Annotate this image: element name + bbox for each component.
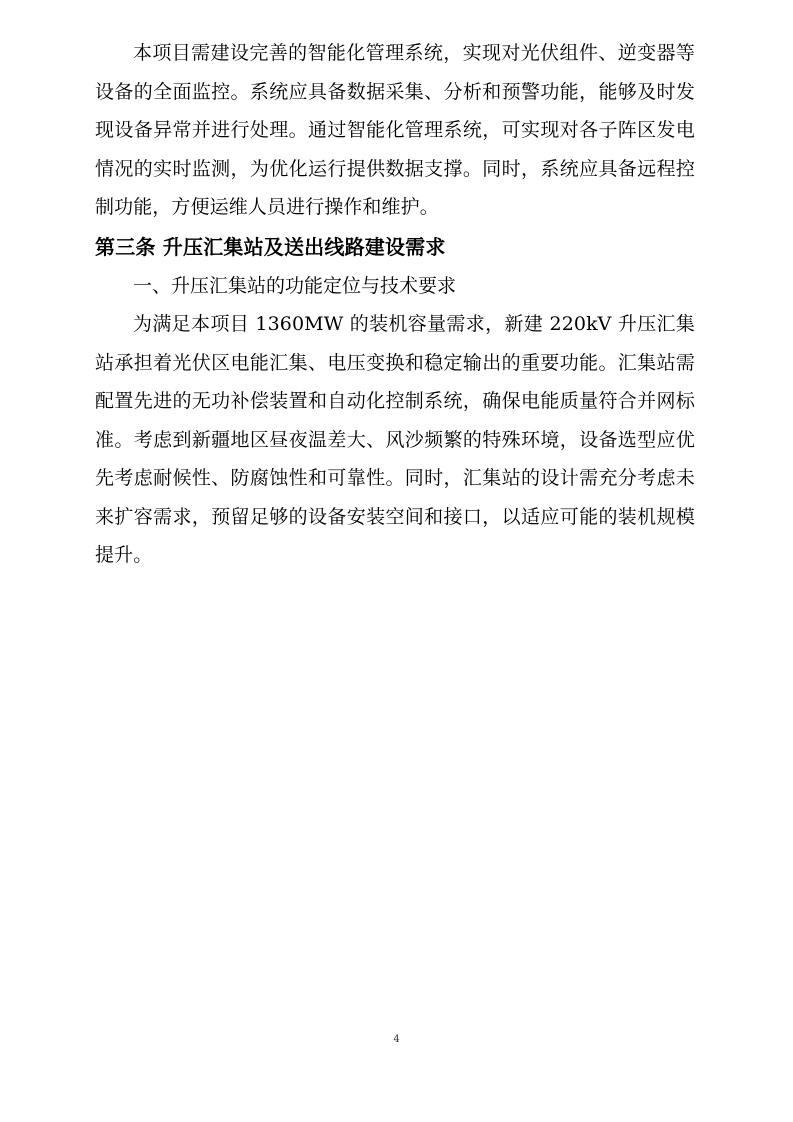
paragraph-booster-station: 为满足本项目 1360MW 的装机容量需求，新建 220kV 升压汇集站承担着光伏区电能汇集、电压变换和稳定输出的重要功能。汇集站需配置先进的无功补偿装置和自动化控制系统，确保电能质量符合并网标准。考虑到新疆地区昼夜温差大、风沙频繁的特殊环境，设备选型应优先考虑耐候性、防腐蚀性和可靠性。同时，汇集站的设计需充分考虑未来扩容需求，预留足够的设备安装空间和接口，以适应可能的装机规模提升。	[95, 313, 695, 566]
subsection-heading: 一、升压汇集站的功能定位与技术要求	[133, 274, 457, 297]
section-heading: 第三条 升压汇集站及送出线路建设需求	[95, 234, 446, 259]
paragraph-smart-management: 本项目需建设完善的智能化管理系统，实现对光伏组件、逆变器等设备的全面监控。系统应具备数据采集、分析和预警功能，能够及时发现设备异常并进行处理。通过智能化管理系统，可实现对各子阵区发电情况的实时监测，为优化运行提供数据支撑。同时，系统应具备远程控制功能，方便运维人员进行操作和维护。	[95, 42, 695, 218]
document-body	[95, 34, 695, 575]
page-number: 4	[393, 1034, 400, 1045]
